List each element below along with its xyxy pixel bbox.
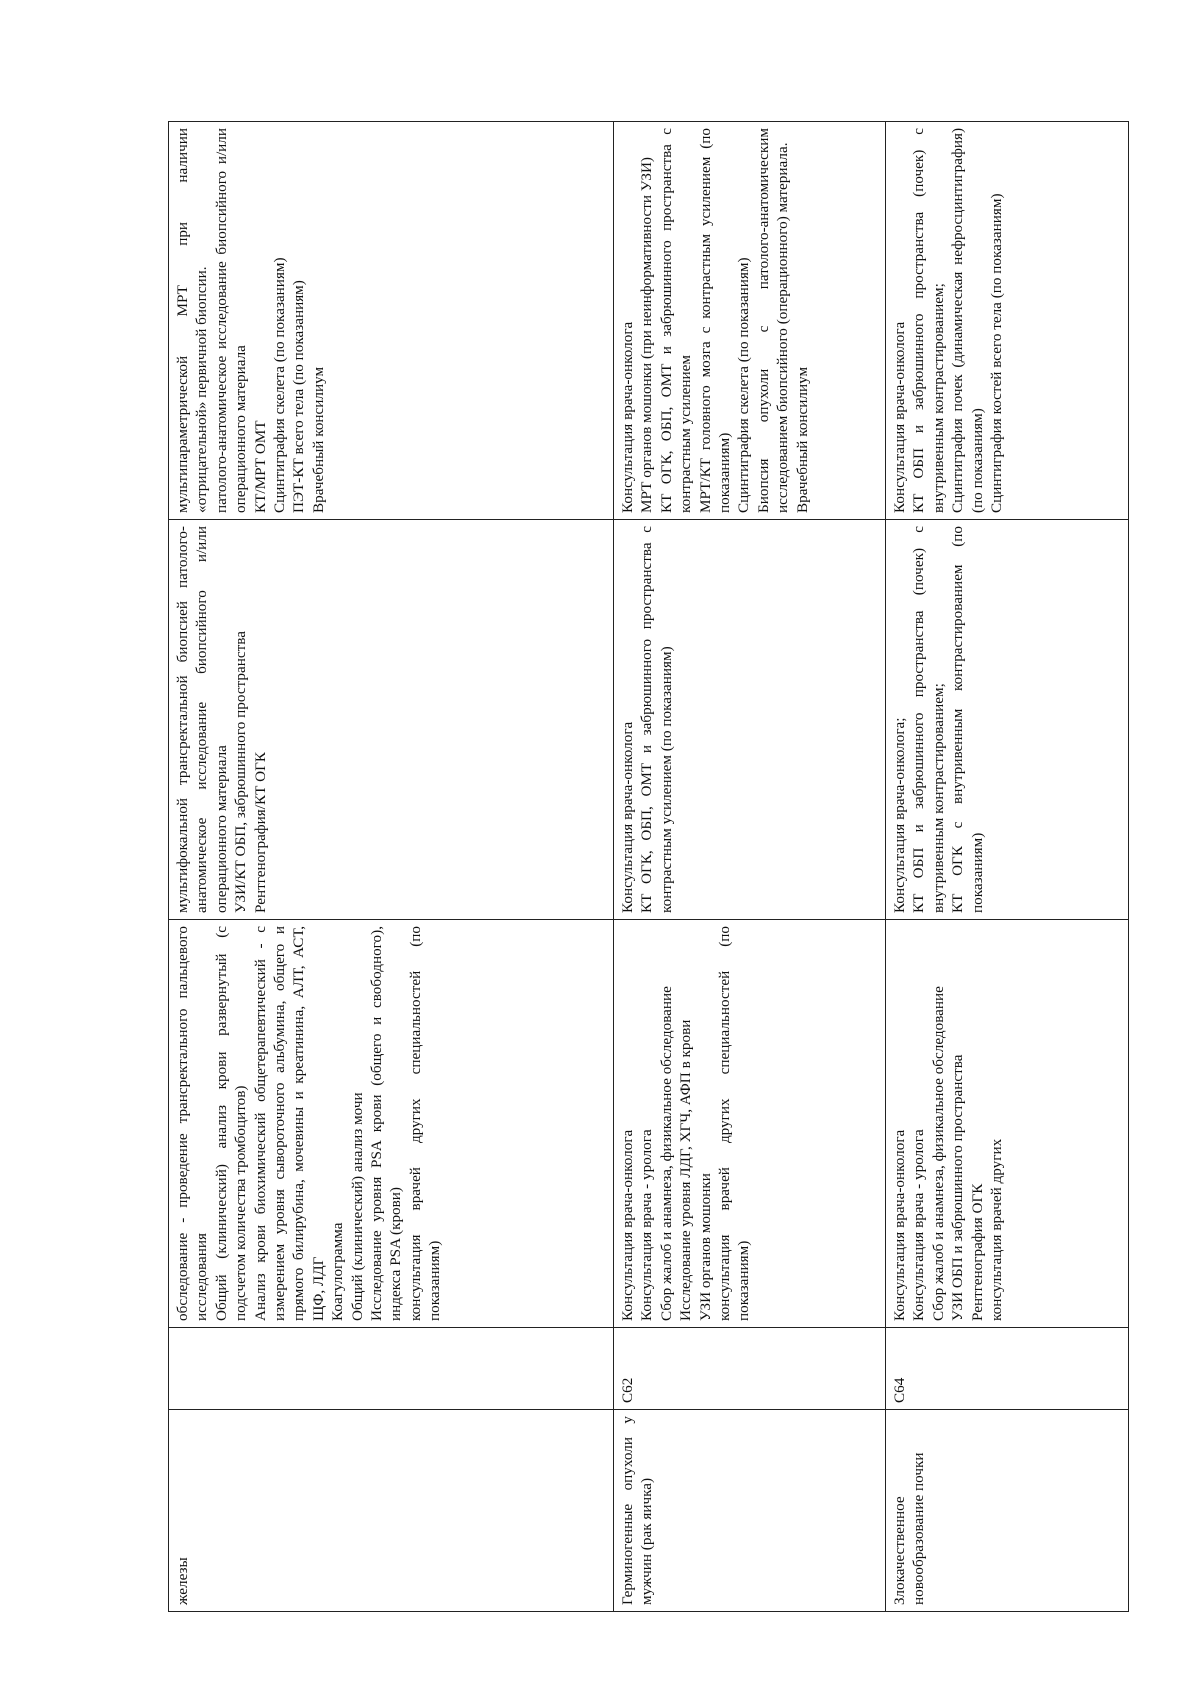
- list-item: ПЭТ-КТ всего тела (по показаниям): [290, 280, 308, 513]
- list-item: обследование - проведение трансректального пальцевого исследования: [174, 926, 211, 1321]
- list-item: консультация врачей других специальностей (по показаниям): [406, 926, 444, 1321]
- clinical-table: [168, 121, 1129, 1612]
- icd-code-cell: [169, 1328, 614, 1410]
- list-item: Консультация врача-онколога: [619, 321, 636, 513]
- list-item: КТ ОГК с внутривенным контрастированием (по показаниям): [949, 526, 986, 913]
- list-item: патолого-анатомическое исследование биопсийного и/или операционного материала: [212, 128, 250, 513]
- diagnostics-cell: [169, 920, 614, 1328]
- list-item: Сцинтиграфия скелета (по показаниям): [735, 257, 753, 513]
- list-item: Сцинтиграфия скелета (по показаниям): [271, 257, 289, 513]
- list-item: Сбор жалоб и анамнеза, физикальное обследование: [657, 986, 675, 1321]
- disease-name-cell: Герминогенные опухоли у мужчин (рак яичка): [614, 1410, 886, 1612]
- followup-cell: [169, 122, 614, 520]
- list-item: консультация врачей других: [988, 1138, 1006, 1321]
- diagnostics-cell: [614, 920, 886, 1328]
- list-item: Общий (клинический) анализ крови развернутый (с подсчетом количества тромбоцитов): [212, 926, 250, 1321]
- list-item: Общий (клинический) анализ мочи: [348, 1092, 366, 1321]
- list-item: Консультация врача - уролога: [910, 1129, 928, 1321]
- list-item: УЗИ органов мошонки: [696, 1173, 714, 1321]
- list-item: УЗИ/КТ ОБП, забрюшинного пространства: [232, 631, 250, 913]
- list-item: Врачебный консилиум: [309, 366, 327, 513]
- list-item: КТ ОБП и забрюшинного пространства (почек) с внутривенным контрастированием;: [910, 128, 947, 513]
- list-item: Врачебный консилиум: [793, 366, 811, 513]
- list-item: Консультация врача-онколога: [619, 1129, 636, 1321]
- list-item: мультифокальной трансректальной биопсией патолого-анатомическое исследование биопсийного и/или операционного материала: [174, 526, 230, 913]
- list-item: Консультация врача - уролога: [638, 1129, 656, 1321]
- disease-name-cell: Злокачественное новообразование почки: [886, 1410, 1129, 1612]
- followup-cell: [886, 122, 1129, 520]
- list-item: Сцинтиграфия почек (динамическая нефросцинтиграфия) (по показаниям): [949, 128, 986, 513]
- list-item: КТ/МРТ ОМТ: [251, 420, 269, 513]
- list-item: Сбор жалоб и анамнеза, физикальное обследование: [929, 986, 947, 1321]
- list-item: КТ ОБП и забрюшинного пространства (почек) с внутривенным контрастированием;: [910, 526, 947, 913]
- list-item: Рентгенография/КТ ОГК: [251, 751, 269, 913]
- table-row: [169, 122, 614, 1612]
- list-item: Рентгенография ОГК: [968, 1183, 986, 1321]
- list-item: Анализ крови биохимический общетерапевтический - с измерением уровня сывороточного альбумина, общего и прямого билирубина, мочевины и креатинина, АЛТ, АСТ, ЩФ, ЛДГ: [251, 926, 327, 1321]
- table-row: [614, 122, 886, 1612]
- list-item: Исследование уровня ЛДГ, ХГЧ, АФП в крови: [677, 1019, 695, 1321]
- list-item: Консультация врача-онколога: [619, 721, 636, 913]
- list-item: Биопсия опухоли с патолого-анатомическим исследованием биопсийного (операционного) материала.: [754, 128, 792, 513]
- list-item: УЗИ ОБП и забрюшинного пространства: [949, 1054, 967, 1321]
- list-item: Сцинтиграфия костей всего тела (по показаниям): [988, 193, 1006, 513]
- list-item: Коагулограмма: [329, 1222, 347, 1321]
- list-item: Консультация врача-онколога: [891, 1129, 908, 1321]
- diagnostics-cell: [886, 920, 1129, 1328]
- icd-code-cell: C64: [886, 1328, 1129, 1410]
- treatment-cell: [169, 520, 614, 920]
- list-item: консультация врачей других специальностей (по показаниям): [716, 926, 753, 1321]
- list-item: Консультация врача-онколога;: [891, 717, 908, 913]
- list-item: МРТ/КТ головного мозга с контрастным усилением (по показаниям): [696, 128, 734, 513]
- followup-cell: [614, 122, 886, 520]
- list-item: КТ ОГК, ОБП, ОМТ и забрюшинного пространства с контрастным усилением: [657, 128, 695, 513]
- list-item: КТ ОГК, ОБП, ОМТ и забрюшинного пространства с контрастным усилением (по показаниям): [638, 526, 675, 913]
- list-item: Консультация врача-онколога: [891, 321, 908, 513]
- table-row: [886, 122, 1129, 1612]
- icd-code-cell: C62: [614, 1328, 886, 1410]
- rotated-page: [168, 122, 1128, 1612]
- list-item: Исследование уровня PSA крови (общего и свободного), индекса PSA (крови): [368, 926, 405, 1321]
- treatment-cell: [886, 520, 1129, 920]
- treatment-cell: [614, 520, 886, 920]
- list-item: мультипараметрической МРТ при наличии «отрицательной» первичной биопсии.: [174, 128, 211, 513]
- list-item: МРТ органов мошонки (при неинформативности УЗИ): [638, 157, 656, 513]
- disease-name-cell: железы: [169, 1410, 614, 1612]
